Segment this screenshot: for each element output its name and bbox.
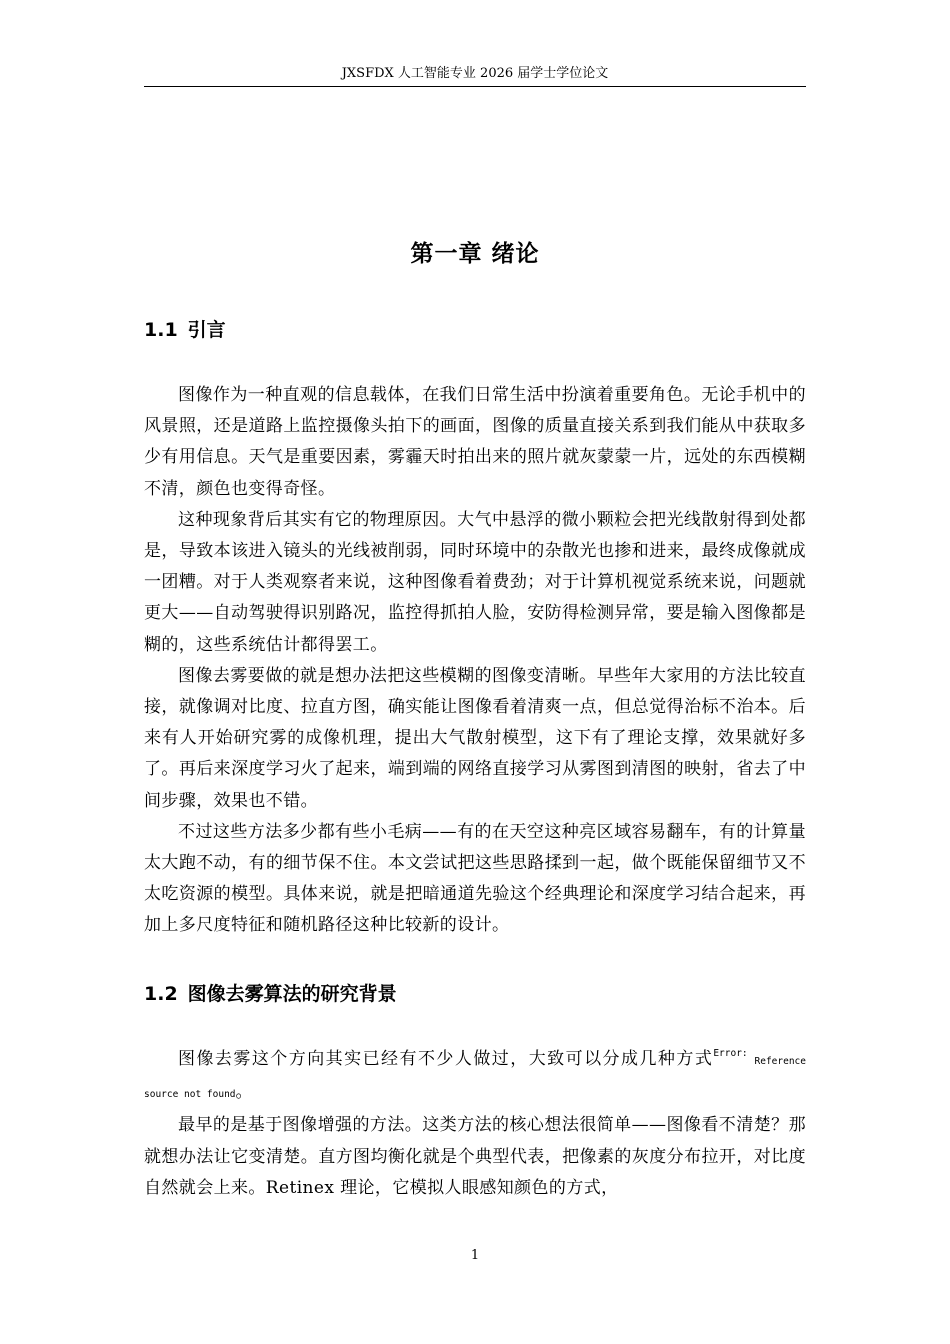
paragraph: 图像作为一种直观的信息载体，在我们日常生活中扮演着重要角色。无论手机中的风景照，还是道路上监控摄像头拍下的画面，图像的质量直接关系到我们能从中获取多少有用信息。天气是重要因素，雾霾天时拍出来的照片就灰蒙蒙一片，远处的东西模糊不清，颜色也变得奇怪。 [144, 385, 806, 499]
paragraph: 图像去雾要做的就是想办法把这些模糊的图像变清晰。早些年大家用的方法比较直接，就像调对比度、拉直方图，确实能让图像看着清爽一点，但总觉得治标不治本。后来有人开始研究雾的成像机理，提出大气散射模型，这下有了理论支撑，效果就好多了。再后来深度学习火了起来，端到端的网络直接学习从雾图到清图的映射，省去了中间步骤，效果也不错。 [144, 665, 806, 811]
section-1-2-body [144, 1044, 806, 1204]
sentence-end: 。 [235, 1082, 253, 1103]
section-number: 1.1 [144, 319, 178, 341]
paragraph: 最早的是基于图像增强的方法。这类方法的核心想法很简单——图像看不清楚？那就想办法让它变清楚。直方图均衡化就是个典型代表，把像素的灰度分布拉开，对比度自然就会上来。Retinex 理论，它模拟人眼感知颜色的方式， [144, 1115, 806, 1198]
citation-error-text: Reference source not found [144, 1056, 806, 1101]
paragraph: 这种现象背后其实有它的物理原因。大气中悬浮的微小颗粒会把光线散射得到处都是，导致本该进入镜头的光线被削弱，同时环境中的杂散光也掺和进来，最终成像就成一团糟。对于人类观察者来说，这种图像看着费劲；对于计算机视觉系统来说，问题就更大——自动驾驶得识别路况，监控得抓拍人脸，安防得检测异常，要是输入图像都是糊的，这些系统估计都得罢工。 [144, 509, 806, 655]
section-number: 1.2 [144, 983, 178, 1005]
section-title: 图像去雾算法的研究背景 [187, 983, 397, 1005]
header-rule [144, 86, 806, 87]
chapter-title: 第一章 绪论 [410, 241, 540, 267]
page-number: 1 [470, 1248, 480, 1263]
section-heading-1-1 [144, 316, 806, 344]
paragraph: 不过这些方法多少都有些小毛病——有的在天空这种亮区域容易翻车，有的计算量太大跑不动，有的细节保不住。本文尝试把这些思路揉到一起，做个既能保留细节又不太吃资源的模型。具体来说，就是把暗通道先验这个经典理论和深度学习结合起来，再加上多尺度特征和随机路径这种比较新的设计。 [144, 821, 806, 936]
section-title: 引言 [187, 319, 226, 341]
section-1-1-body [144, 380, 806, 942]
paragraph-with-citation [144, 1044, 806, 1110]
running-header: JXSFDX 人工智能专业 2026 届学士学位论文 [341, 66, 609, 81]
paragraph-text: 图像去雾这个方向其实已经有不少人做过，大致可以分成几种方式 [178, 1049, 714, 1069]
citation-error-superscript: Error: [713, 1048, 748, 1059]
section-heading-1-2 [144, 980, 806, 1008]
